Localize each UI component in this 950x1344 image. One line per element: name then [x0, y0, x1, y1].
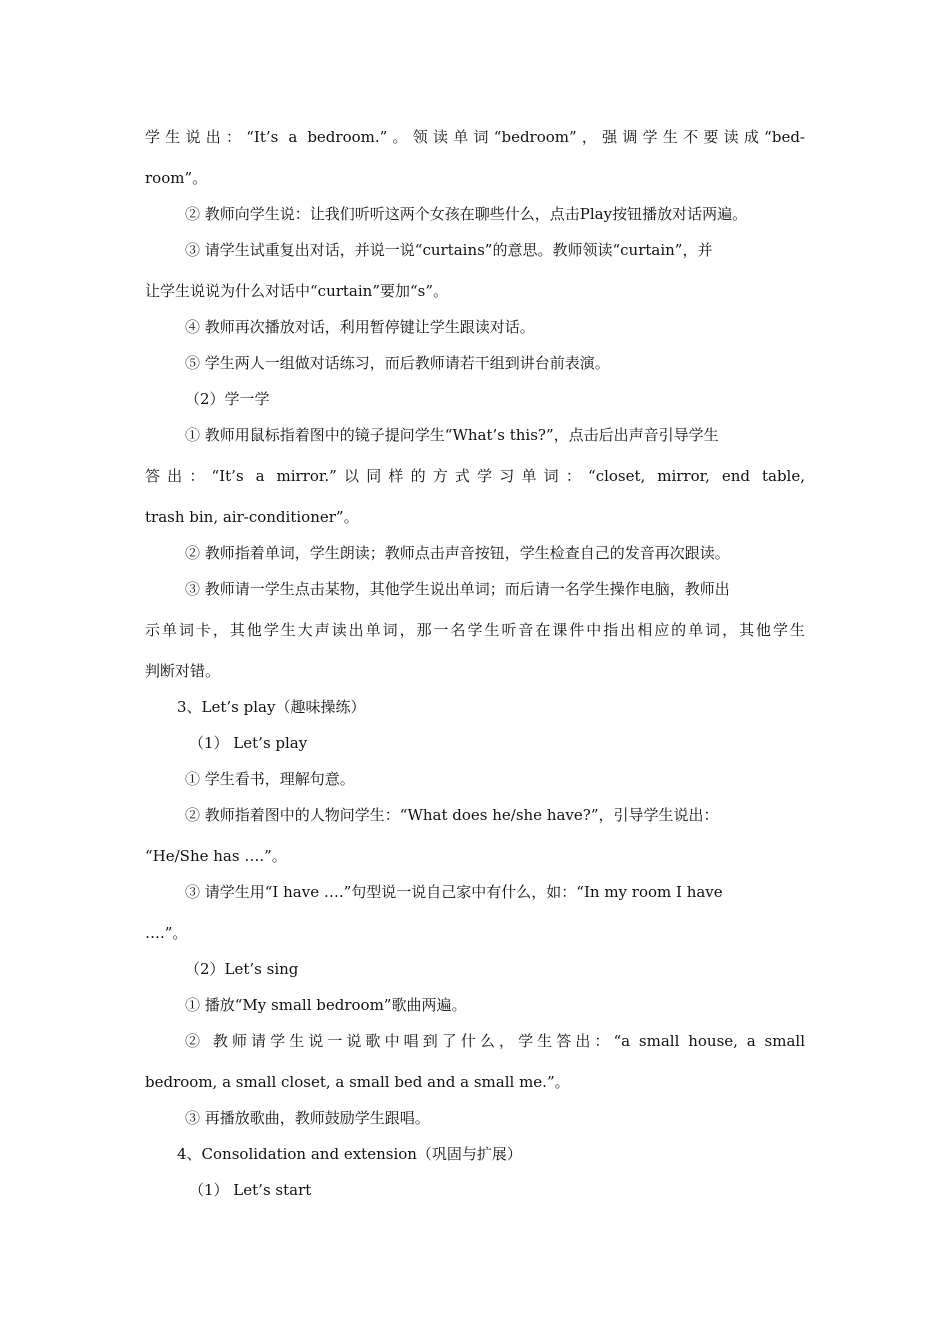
section-heading: 4、Consolidation and extension（巩固与扩展）: [177, 1145, 522, 1163]
subsection-heading: （1） Let’s play: [189, 734, 308, 752]
text-line: ② 教师向学生说：让我们听听这两个女孩在聊些什么，点击Play按钮播放对话两遍。: [185, 205, 748, 223]
subsection-heading: （2）Let’s sing: [185, 960, 299, 978]
text-line: ② 教师指着单词，学生朗读；教师点击声音按钮，学生检查自己的发音再次跟读。: [185, 544, 730, 562]
text-line: ③ 请学生试重复出对话，并说一说“curtains”的意思。教师领读“curtain”，并: [185, 241, 713, 259]
text-line: ① 学生看书，理解句意。: [185, 770, 355, 788]
text-line: 判断对错。: [145, 662, 221, 680]
text-line: 答出：“It’s a mirror.”以同样的方式学习单词：“closet, mirror, end table,: [145, 467, 805, 485]
text-line: ② 教师请学生说一说歌中唱到了什么，学生答出：“a small house, a small: [185, 1032, 805, 1050]
text-line: ⑤ 学生两人一组做对话练习，而后教师请若干组到讲台前表演。: [185, 354, 610, 372]
text-line: ④ 教师再次播放对话，利用暂停键让学生跟读对话。: [185, 318, 535, 336]
text-line: ③ 请学生用“I have ….”句型说一说自己家中有什么，如：“In my room I have: [185, 883, 723, 901]
text-line: ② 教师指着图中的人物问学生：“What does he/she have?”，引导学生说出：: [185, 806, 719, 824]
text-line: trash bin, air-conditioner”。: [145, 508, 359, 526]
text-line: 学生说出：“It’s a bedroom.”。领读单词“bedroom”，强调学生不要读成“bed-: [145, 128, 805, 146]
text-line: “He/She has ….”。: [145, 847, 287, 865]
text-line: ① 播放“My small bedroom”歌曲两遍。: [185, 996, 467, 1014]
text-line: 示单词卡，其他学生大声读出单词，那一名学生听音在课件中指出相应的单词，其他学生: [145, 621, 805, 639]
text-line: ③ 教师请一学生点击某物，其他学生说出单词；而后请一名学生操作电脑，教师出: [185, 580, 730, 598]
text-line: bedroom, a small closet, a small bed and a small me.”。: [145, 1073, 570, 1091]
text-line: ③ 再播放歌曲，教师鼓励学生跟唱。: [185, 1109, 430, 1127]
text-line: 让学生说说为什么对话中“curtain”要加“s”。: [145, 282, 449, 300]
section-heading: （2）学一学: [185, 390, 270, 408]
section-heading: 3、Let’s play（趣味操练）: [177, 698, 366, 716]
subsection-heading: （1） Let’s start: [189, 1181, 312, 1199]
text-line: ….”。: [145, 924, 188, 942]
text-line: ① 教师用鼠标指着图中的镜子提问学生“What’s this?”，点击后出声音引导学生: [185, 426, 719, 444]
text-line: room”。: [145, 169, 208, 187]
